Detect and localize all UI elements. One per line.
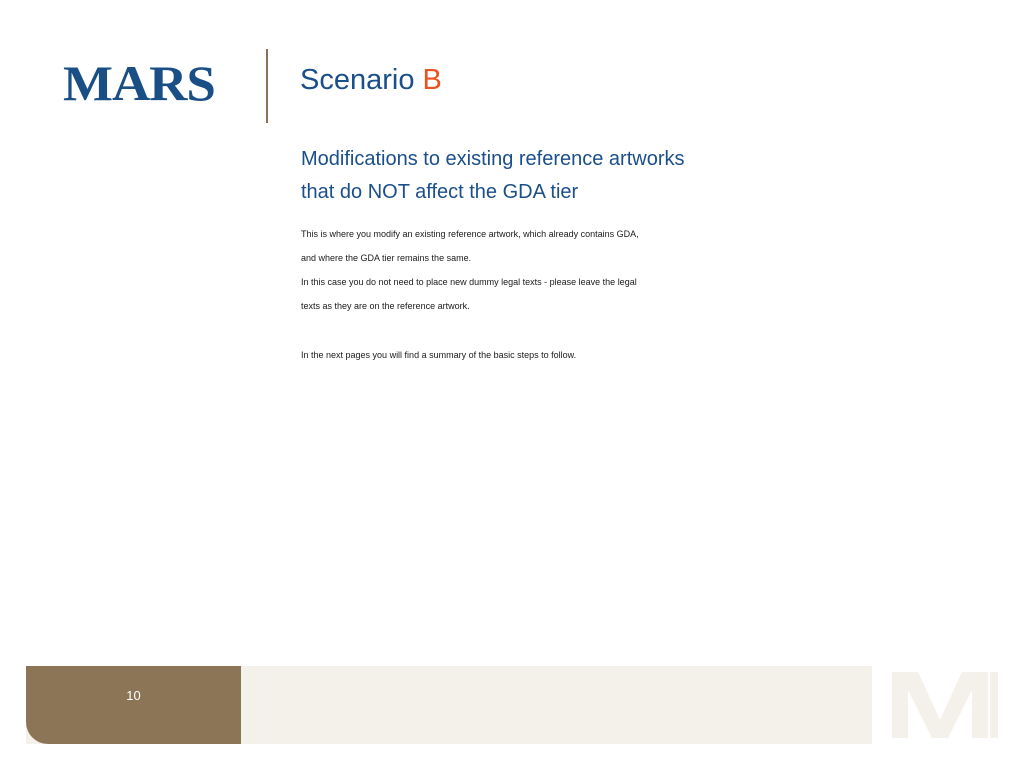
page-title-prefix: Scenario [300, 64, 423, 96]
body-line: In the next pages you will find a summary of the basic steps to follow. [301, 350, 577, 360]
mars-m-watermark-icon [878, 666, 1002, 744]
heading-line: Modifications to existing reference artworks [301, 148, 685, 170]
body-line: texts as they are on the reference artwork. [301, 301, 470, 311]
page-title-accent: B [422, 64, 442, 96]
page-title [300, 62, 442, 98]
paragraph-gap [301, 323, 721, 348]
page-number-tab [26, 666, 241, 744]
mars-logo: MARS [63, 55, 215, 111]
logo-divider [266, 49, 268, 123]
body-line: This is where you modify an existing reference artwork, which already contains GDA, [301, 229, 639, 239]
body-text [301, 227, 721, 372]
page-number: 10 [126, 688, 141, 703]
body-line: In this case you do not need to place new dummy legal texts - please leave the legal [301, 277, 637, 287]
section-heading [301, 143, 781, 209]
heading-line: that do NOT affect the GDA tier [301, 181, 579, 203]
body-line: and where the GDA tier remains the same. [301, 253, 472, 263]
